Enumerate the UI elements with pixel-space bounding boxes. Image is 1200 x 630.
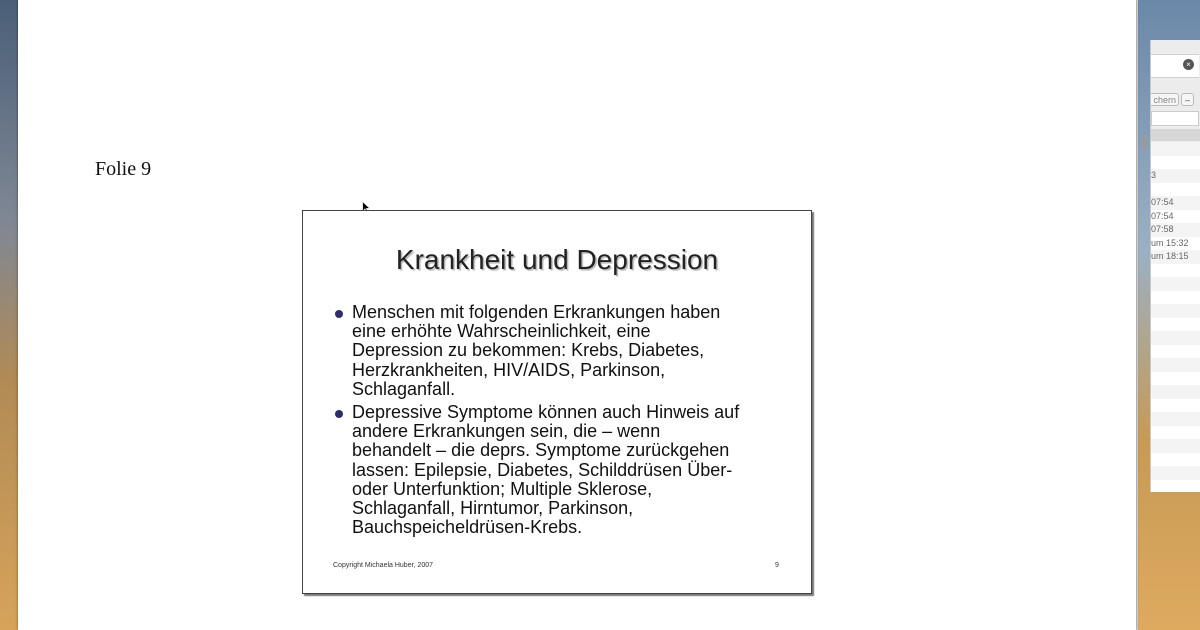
slide-label: Folie 9 [95, 158, 152, 180]
bullet-text-line: Schlaganfall. [352, 378, 456, 399]
document-page [18, 0, 1136, 630]
panel-list-row[interactable]: 07:54 [1151, 210, 1200, 224]
slide-copyright: Copyright Michaela Huber, 2007 [333, 562, 434, 569]
panel-list-row[interactable] [1151, 426, 1200, 440]
slide-title: Krankheit und Depression [395, 244, 719, 275]
panel-list-row[interactable] [1151, 412, 1200, 426]
bullet-text-line: eine erhöhte Wahrscheinlichkeit, eine [352, 321, 651, 342]
desktop-wallpaper-left [0, 0, 18, 630]
panel-list-row[interactable] [1151, 399, 1200, 413]
bullet-dot-icon [335, 310, 343, 318]
panel-list [1151, 142, 1200, 492]
panel-list-row[interactable] [1151, 372, 1200, 386]
panel-list-row[interactable]: 07:58 [1151, 223, 1200, 237]
panel-list-row[interactable] [1151, 291, 1200, 305]
panel-list-row[interactable] [1151, 385, 1200, 399]
panel-list-row[interactable]: um 15:32 [1151, 237, 1200, 251]
bullet-text-line: oder Unterfunktion; Multiple Sklerose, [352, 478, 653, 499]
panel-list-row[interactable] [1151, 264, 1200, 278]
bullet-text-line: Depressive Symptome können auch Hinweis auf [352, 402, 740, 423]
panel-list-row[interactable] [1151, 304, 1200, 318]
panel-list-row[interactable] [1151, 453, 1200, 467]
panel-list-row[interactable]: um 18:15 [1151, 250, 1200, 264]
panel-filter-input[interactable] [1151, 111, 1199, 126]
panel-list-row[interactable] [1151, 156, 1200, 170]
panel-list-row[interactable] [1151, 142, 1200, 156]
panel-list-row[interactable] [1151, 480, 1200, 493]
slide-thumbnail [302, 210, 812, 594]
panel-list-row[interactable]: 07:54 [1151, 196, 1200, 210]
panel-list-row[interactable] [1151, 331, 1200, 345]
scrollbar-thumb[interactable] [1142, 135, 1147, 149]
slide-page-number: 9 [775, 562, 779, 569]
bullet-text-line: lassen: Epilepsie, Diabetes, Schilddrüsen Über- [352, 459, 733, 480]
bullet-dot-icon [335, 410, 343, 418]
panel-list-row[interactable]: 3 [1151, 169, 1200, 183]
panel-list-row[interactable] [1151, 358, 1200, 372]
bullet-item [333, 303, 793, 399]
bullet-text-line: andere Erkrankungen sein, die – wenn [352, 421, 661, 442]
panel-list-row[interactable] [1151, 318, 1200, 332]
bullet-text-line: Depression zu bekommen: Krebs, Diabetes, [352, 340, 705, 361]
panel-search-button[interactable]: chern [1150, 93, 1179, 106]
side-panel [1150, 40, 1200, 492]
panel-column-header [1151, 129, 1200, 141]
bullet-item [333, 403, 793, 537]
panel-list-row[interactable] [1151, 345, 1200, 359]
panel-list-row[interactable] [1151, 277, 1200, 291]
panel-list-row[interactable] [1151, 439, 1200, 453]
bullet-text-line: Schlaganfall, Hirntumor, Parkinson, [352, 498, 634, 519]
bullet-list [333, 303, 793, 541]
panel-list-row[interactable] [1151, 183, 1200, 197]
close-icon[interactable]: × [1183, 59, 1194, 70]
panel-list-row[interactable] [1151, 466, 1200, 480]
panel-minus-button[interactable]: – [1181, 93, 1194, 106]
bullet-text-line: Bauchspeicheldrüsen-Krebs. [352, 517, 583, 538]
bullet-text-line: behandelt – die deprs. Symptome zurückgehen [352, 440, 730, 461]
bullet-text-line: Herzkrankheiten, HIV/AIDS, Parkinson, [352, 359, 666, 380]
bullet-text-line: Menschen mit folgenden Erkrankungen haben [352, 302, 721, 322]
